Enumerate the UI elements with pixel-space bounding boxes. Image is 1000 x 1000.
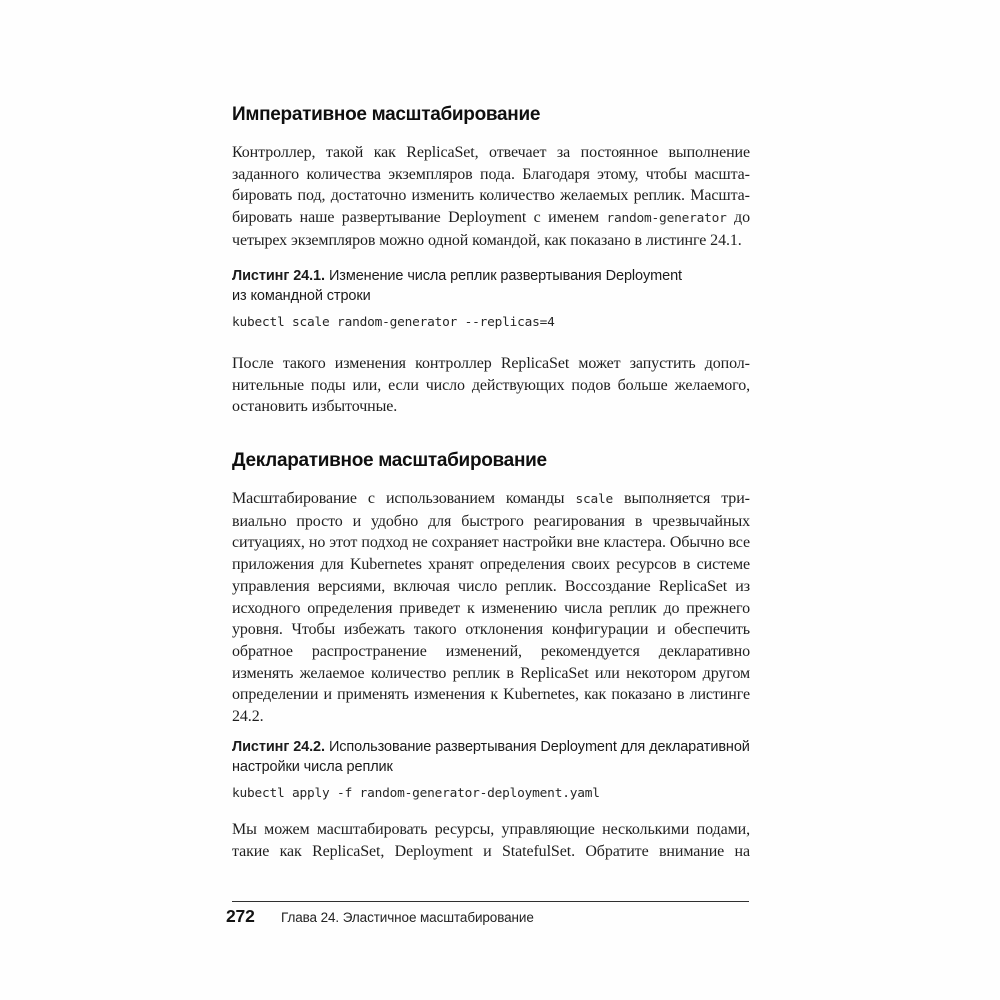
listing-24-1-caption [232,266,750,306]
listing-24-1-code: kubectl scale random-generator --replicas=4 [232,315,555,330]
listing-24-1-caption-line2: из командной строки [232,288,371,304]
text-segment: Мы можем масштабировать ресурсы, управляющие несколькими подами, такие как ReplicaSet, Deployment и StatefulSet. Обратите внимание на [232,821,750,860]
listing-24-2-caption-line1: Использование развертывания Deployment для декларативной [328,739,750,755]
paragraph-imperative-intro [232,142,750,252]
listing-24-2-caption-line2: настройки числа реплик [232,759,393,775]
listing-24-1-label: Листинг 24.1. [232,268,325,284]
listing-24-2-caption [232,737,750,777]
footer-rule [232,901,749,902]
inline-code: random-generator [606,211,727,227]
listing-24-2-label: Листинг 24.2. [232,739,325,755]
heading-declarative-scaling: Декларативное масштабирование [232,450,547,471]
text-segment: Контроллер, такой как ReplicaSet, отвечает за постоянное выполнение заданного количества экземпляров пода. Благодаря этому, чтобы масштабировать под, достаточно изменить количество желаемых реплик. Масштабировать наше развертывание Deployment с именем [232,144,750,227]
running-footer-chapter-title: Глава 24. Эластичное масштабирование [281,910,534,925]
text-segment: Масштабирование с использованием команды [232,490,576,507]
inline-code: scale [575,492,613,507]
listing-24-2-code: kubectl apply -f random-generator-deployment.yaml [232,786,600,801]
text-segment: После такого изменения контроллер ReplicaSet может запустить дополнительные поды или, если число действующих подов больше желаемого, остановить избыточные. [232,355,750,416]
paragraph-declarative-intro [232,488,750,728]
paragraph-after-listing-24-1 [232,353,750,418]
text-segment: до четырех экземпляров можно одной командой, как показано в листинге 24.1. [232,209,750,249]
heading-imperative-scaling: Императивное масштабирование [232,104,541,125]
text-segment: выполняется тривиально просто и удобно для быстрого реагирования в чрезвычайных ситуациях, но этот подход не сохраняет настройки вне кластера. Обычно все приложения для Kubernetes хранят определения своих ресурсов в системе управления версиями, включая число реплик. Воссоздание ReplicaSet из исходного определения приведет к изменению числа реплик до прежнего уровня. Чтобы избежать такого отклонения конфигурации и обеспечить обратное распространение изменений, рекомендуется декларативно изменять желаемое количество реплик в ReplicaSet или некотором другом определении и применять изменения к Kubernetes, как показано в листинге 24.2. [232,490,750,726]
listing-24-1-caption-line1: Изменение числа реплик развертывания Deployment [328,268,682,284]
paragraph-final-continued [232,819,750,862]
page-number: 272 [226,906,255,926]
